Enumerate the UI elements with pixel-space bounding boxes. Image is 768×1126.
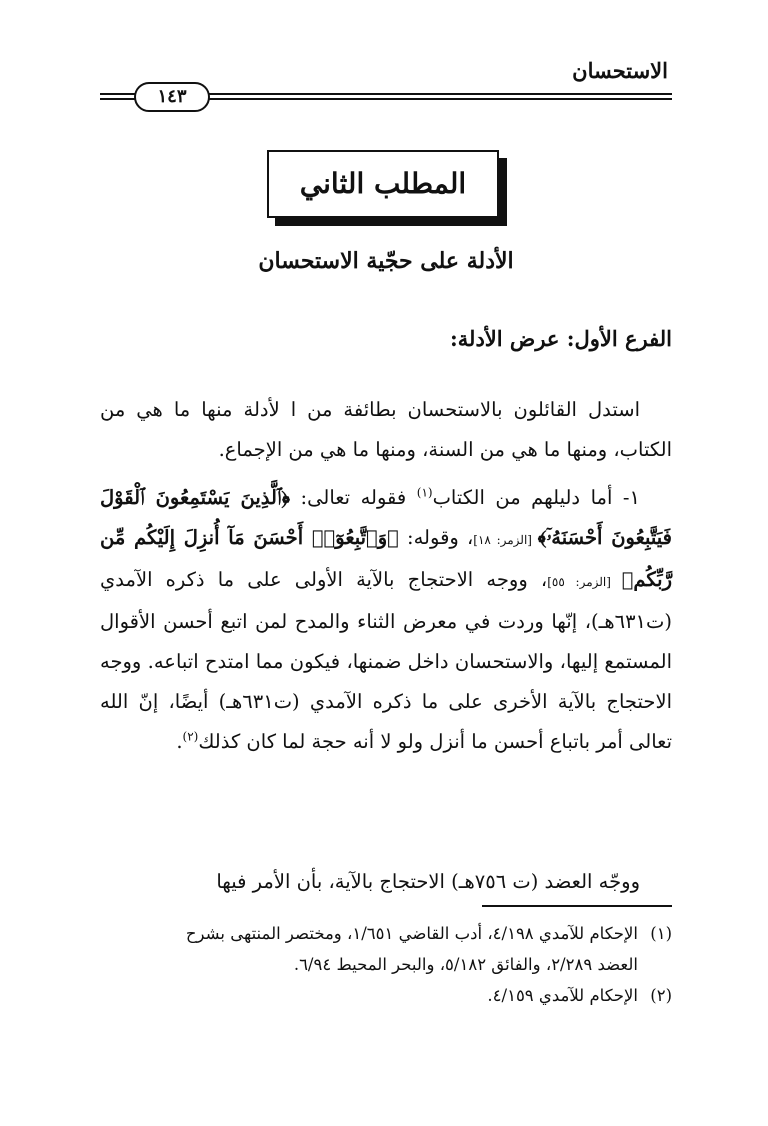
paragraph-text: فقوله تعالى: — [290, 485, 417, 509]
footnote-1-continued: العضد ٢/٢٨٩، والفائق ٥/١٨٢، والبحر المحيط ٦/٩٤. — [293, 955, 638, 974]
footnote-2 — [100, 980, 672, 1011]
quran-verse-1: ﴿ٱلَّذِينَ يَسْتَمِعُونَ ٱلْقَوْلَ فَيَتَّبِعُونَ أَحْسَنَهُۥٓ﴾ — [100, 485, 672, 549]
footnote-number: (١) — [650, 924, 672, 943]
paragraph-text: ١- أما دليلهم من الكتاب — [432, 485, 640, 509]
footnote-marker-2: (٢) — [182, 729, 199, 743]
paragraph-quran-evidence — [100, 478, 672, 762]
verse-reference-2: [الزمر: ٥٥] — [547, 574, 622, 589]
verse-reference-1: [الزمر: ١٨] — [473, 532, 538, 547]
branch-title: الفرع الأول: عرض الأدلة: — [450, 326, 672, 351]
page-number: ١٤٣ — [134, 82, 210, 112]
section-title-box — [267, 150, 499, 218]
quran-verse-2: ﴿وَٱتَّبِعُوٓا۟ أَحْسَنَ مَآ أُنزِلَ إِلَيْكُم مِّن رَّبِّكُم﴾ — [100, 525, 672, 591]
paragraph-text: ، ووجه الاحتجاج بالآية الأولى على ما ذكره الآمدي (ت٦٣١هـ)، إنّها وردت في معرض الثناء والمدح لمن اتبع أحسن الأقوال المستمع إليها، والاستحسان داخل ضمنها، فيكون مما امتدح اتباعه. ووجه الاحتجاج بالآية الأخرى على ما ذكره الآمدي (ت٦٣١هـ) أيضًا، إنّ الله تعالى أمر باتباع أحسن ما أنزل ولو لا أنه حجة لما كان كذلك — [100, 567, 672, 753]
paragraph-adud: ووجّه العضد (ت ٧٥٦هـ) الاحتجاج بالآية، بأن الأمر فيها — [216, 869, 640, 893]
footnote-text: الإحكام للآمدي ٤/١٩٨، أدب القاضي ١/٦٥١، ومختصر المنتهى بشرح — [185, 924, 638, 943]
footnote-marker-1: (١) — [416, 485, 433, 499]
paragraph-intro: استدل القائلون بالاستحسان بطائفة من ا لأدلة منها ما هي من الكتاب، ومنها ما هي من السنة، ومنها ما هي من الإجماع. — [100, 397, 672, 461]
footnote-1 — [100, 918, 672, 949]
section-title: المطلب الثاني — [299, 167, 467, 200]
running-title: الاستحسان — [572, 58, 668, 83]
footnotes — [100, 918, 672, 1011]
section-subtitle: الأدلة على حجّية الاستحسان — [258, 248, 514, 274]
paragraph-text: . — [176, 729, 183, 753]
footnote-text: الإحكام للآمدي ٤/١٥٩. — [487, 986, 638, 1005]
paragraph-text: ، وقوله: — [398, 525, 474, 549]
footnote-separator — [482, 905, 672, 907]
footnote-number: (٢) — [650, 986, 672, 1005]
